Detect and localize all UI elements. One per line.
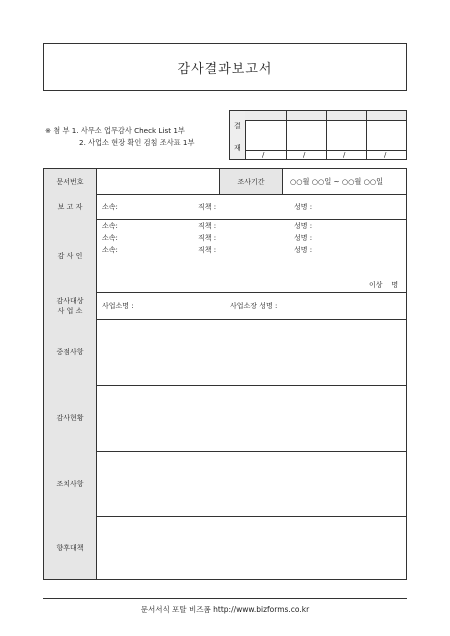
site-name: 사업소명 : [102, 302, 134, 310]
audit-status-label: 감사현황 [44, 385, 97, 451]
future-measures-row [44, 516, 406, 579]
future-measures-label: 향후대책 [44, 516, 97, 579]
actions-label: 조치사항 [44, 451, 97, 516]
auditor-affiliation: 소속: [102, 246, 118, 254]
approval-divider [366, 111, 367, 159]
auditor-position: 직책 : [198, 222, 217, 230]
key-points-row [44, 319, 406, 386]
audit-target-label-1: 감사대상 [56, 296, 84, 305]
auditor-name: 성명 : [294, 222, 313, 230]
approval-date-slash: / [384, 151, 387, 159]
attachment-line-1: ※ 첨 부 1. 사무소 업무감사 Check List 1부 [45, 126, 185, 135]
audit-target-label [44, 292, 97, 319]
actions-row [44, 451, 406, 517]
auditor-affiliation: 소속: [102, 222, 118, 230]
period-label: 조사기간 [219, 169, 283, 194]
auditor-position: 직책 : [198, 246, 217, 254]
attachment-line-2: 2. 사업소 현장 확인 검침 조사표 1부 [79, 138, 195, 147]
reporter-row [44, 194, 406, 220]
audit-status-row [44, 385, 406, 452]
doc-number-row [44, 169, 406, 195]
doc-number-label: 문서번호 [44, 169, 97, 194]
reporter-affiliation: 소속: [102, 203, 118, 211]
approval-date-slash: / [343, 151, 346, 159]
site-manager: 사업소장 성명 : [230, 302, 278, 310]
approval-date-slash: / [262, 151, 265, 159]
approval-divider [286, 111, 287, 159]
reporter-name: 성명 : [294, 203, 313, 211]
footer-divider [43, 598, 407, 599]
reporter-position: 직책 : [198, 203, 217, 211]
auditor-name: 성명 : [294, 234, 313, 242]
audit-target-row [44, 292, 406, 320]
approval-label-top: 결 [234, 122, 241, 130]
approval-divider [326, 111, 327, 159]
auditors-row [44, 219, 406, 293]
footer-text: 문서서식 포탈 비즈폼 http://www.bizforms.co.kr [140, 605, 310, 614]
report-table [43, 168, 407, 580]
auditor-name: 성명 : [294, 246, 313, 254]
approval-date-slash: / [303, 151, 306, 159]
auditor-count: 이상 명 [369, 281, 399, 289]
approval-box [229, 110, 407, 160]
audit-target-label-2: 사 업 소 [57, 306, 83, 315]
reporter-label: 보 고 자 [44, 194, 97, 219]
auditor-affiliation: 소속: [102, 234, 118, 242]
key-points-label: 중점사항 [44, 319, 97, 385]
auditors-label: 감 사 인 [44, 219, 97, 292]
approval-label-cell [230, 111, 246, 159]
period-value: ○○월 ○○일 ~ ○○월 ○○일 [290, 177, 384, 186]
approval-label-bottom: 재 [234, 144, 241, 152]
document-title: 감사결과보고서 [43, 43, 407, 91]
auditor-position: 직책 : [198, 234, 217, 242]
